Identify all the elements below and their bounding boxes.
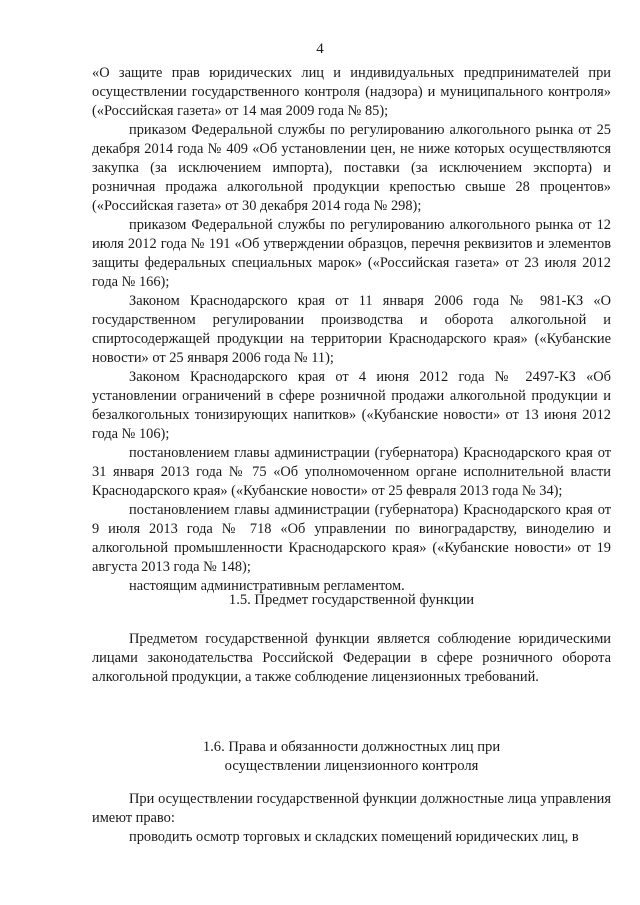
paragraph: «О защите прав юридических лиц и индивидуальных предпринимателей при осуществлении государственного контроля (надзора) и муниципального контроля» («Российская газета» от 14 мая 2009 года № 85); (92, 65, 611, 119)
section-heading-line: осуществлении лицензионного контроля (224, 758, 479, 774)
paragraph: проводить осмотр торговых и складских помещений юридических лиц, в (129, 829, 579, 845)
section-heading-line: 1.6. Права и обязанности должностных лиц при (202, 739, 501, 755)
paragraph: постановлением главы администрации (губернатора) Краснодарского края от 31 января 2013 года № 75 «Об уполномоченном органе исполнительной власти Краснодарского края» («Кубанские новости» от 25 февраля 2013 года № 34); (92, 445, 611, 499)
paragraph: При осуществлении государственной функции должностные лица управления имеют право: (92, 791, 611, 826)
paragraph: Законом Краснодарского края от 11 января 2006 года № 981-КЗ «О государственном регулировании производства и оборота алкогольной и спиртосодержащей продукции на территории Краснодарского края» («Кубанские новости» от 25 января 2006 года № 11); (92, 293, 611, 366)
paragraph: приказом Федеральной службы по регулированию алкогольного рынка от 25 декабря 2014 года № 409 «Об установлении цен, не ниже которых осуществляются закупка (за исключением импорта), поставки (за исключением экспорта) и розничная продажа алкогольной продукции крепостью свыше 28 процентов» («Российская газета» от 30 декабря 2014 года № 298); (92, 122, 611, 214)
paragraph: Предметом государственной функции является соблюдение юридическими лицами законодательства Российской Федерации в сфере розничного оборота алкогольной продукции, а также соблюдение лицензионных требований. (92, 631, 611, 685)
section-heading-1-6 (92, 738, 611, 776)
legal-basis-list (92, 64, 611, 596)
paragraph: постановлением главы администрации (губернатора) Краснодарского края от 9 июля 2013 года № 718 «Об управлении по виноградарству, виноделию и алкогольной промышленности Краснодарского края» («Кубанские новости» от 19 августа 2013 года № 148); (92, 502, 611, 575)
page-number: 4 (316, 41, 324, 57)
paragraph: приказом Федеральной службы по регулированию алкогольного рынка от 12 июля 2012 года № 191 «Об утверждении образцов, перечня реквизитов и элементов защиты федеральных специальных марок» («Российская газета» от 23 июля 2012 года № 166); (92, 217, 611, 290)
paragraph: настоящим административным регламентом. (129, 578, 405, 594)
section-heading-1-5: 1.5. Предмет государственной функции (228, 592, 475, 608)
paragraph: Законом Краснодарского края от 4 июня 2012 года № 2497-КЗ «Об установлении ограничений в сфере розничной продажи алкогольной продукции и безалкогольных тонизирующих напитков» («Кубанские новости» от 13 июня 2012 года № 106); (92, 369, 611, 442)
section-1-6-body (92, 790, 611, 847)
section-1-5-body (92, 630, 611, 687)
